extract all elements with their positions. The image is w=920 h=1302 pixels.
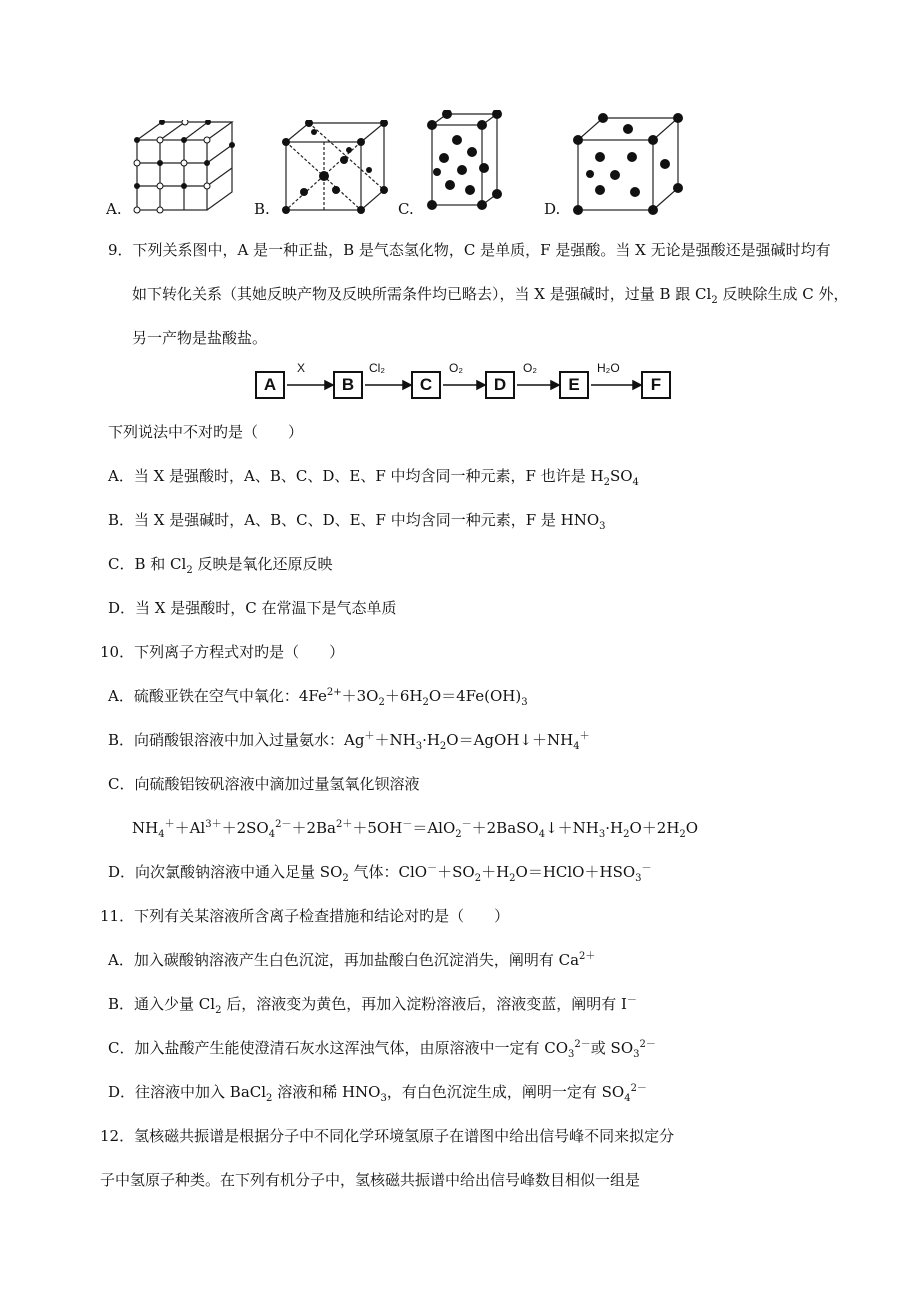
flow-box-b: B <box>333 371 363 399</box>
q9-option-d: D．当 X 是强酸时，C 在常温下是气态单质 <box>108 599 397 617</box>
crystal-d-icon <box>570 112 685 217</box>
q9-option-b: B．当 X 是强碱时，A、B、C、D、E、F 中均含同一种元素，F 是 $HNO_3$ <box>108 511 606 532</box>
q10-option-a: A．硫酸亚铁在空气中氧化：$4Fe^{2+}+3O_2+6H_2O=4Fe(OH)_3$ <box>108 687 528 708</box>
q11-option-b: B．通入少量 $Cl_2$ 后，溶液变为黄色，再加入淀粉溶液后，溶液变蓝，阐明有 I－ <box>108 995 637 1016</box>
q10-stem: 10．下列离子方程式对旳是（ ） <box>100 643 345 661</box>
figure-label-a: A. <box>106 200 122 218</box>
q9-line-2: 如下转化关系（其她反映产物及反映所需条件均已略去），当 X 是强碱时，过量 B 跟 $Cl_2$ 反映除生成 C 外， <box>132 285 849 306</box>
q9-option-a: A．当 X 是强酸时，A、B、C、D、E、F 中均含同一种元素，F 也许是 $H_2SO_4$ <box>108 467 639 488</box>
flow-arrow-label-5: H₂O <box>597 361 620 375</box>
figure-label-c: C. <box>398 200 414 218</box>
q10-option-c: C．向硫酸铝铵矾溶液中滴加过量氢氧化钡溶液 <box>108 775 420 793</box>
q10-option-b: B．向硝酸银溶液中加入过量氨水：$Ag^++NH_3\cdot H_2O=AgOH↓+NH_4^+$ <box>108 731 590 752</box>
crystal-a-icon <box>132 120 242 215</box>
crystal-figures <box>104 110 704 220</box>
q12-line-2: 子中氢原子种类。在下列有机分子中，氢核磁共振谱中给出信号峰数目相似一组是 <box>100 1171 641 1189</box>
q9-option-c: C．B 和 $Cl_2$ 反映是氧化还原反映 <box>108 555 333 576</box>
reaction-flow-diagram <box>255 361 675 405</box>
crystal-b-icon <box>274 120 389 215</box>
flow-arrow-label-4: O₂ <box>523 361 537 375</box>
flow-box-a: A <box>255 371 285 399</box>
flow-arrow-label-3: O₂ <box>449 361 463 375</box>
figure-label-d: D. <box>544 200 561 218</box>
q11-option-a: A．加入碳酸钠溶液产生白色沉淀，再加盐酸白色沉淀消失，阐明有 $Ca^{2+}$ <box>108 951 596 969</box>
q12-line-1: 12．氢核磁共振谱是根据分子中不同化学环境氢原子在谱图中给出信号峰不同来拟定分 <box>100 1127 675 1145</box>
flow-box-f: F <box>641 371 671 399</box>
figure-label-b: B. <box>254 200 270 218</box>
flow-box-c: C <box>411 371 441 399</box>
q10-option-d: D．向次氯酸钠溶液中通入足量 $SO_2$ 气体：$ClO^-+SO_2+H_2O=HClO+HSO_3^-$ <box>108 863 652 884</box>
q11-option-c: C．加入盐酸产生能使澄清石灰水这浑浊气体，由原溶液中一定有 $CO_3^{2-}$或 $SO_3^{2-}$ <box>108 1039 656 1060</box>
flow-arrow-label-1: X <box>297 361 306 375</box>
flow-arrows <box>255 365 675 405</box>
q9-line-3: 另一产物是盐酸盐。 <box>132 329 268 347</box>
flow-arrow-label-2: Cl₂ <box>369 361 385 375</box>
q11-stem: 11．下列有关某溶液所含离子检查措施和结论对旳是（ ） <box>100 907 510 925</box>
q11-option-d: D．往溶液中加入 BaCl$_2$ 溶液和稀 $HNO_3$，有白色沉淀生成，阐明一定有 $SO_4^{2-}$ <box>108 1083 647 1104</box>
q9-line-1: 9．下列关系图中，A 是一种正盐，B 是气态氢化物，C 是单质，F 是强酸。当 X 无论是强酸还是强碱时均有 <box>108 241 831 259</box>
flow-box-e: E <box>559 371 589 399</box>
q9-stem: 下列说法中不对旳是（ ） <box>108 423 304 441</box>
flow-box-d: D <box>485 371 515 399</box>
crystal-c-icon <box>422 110 502 215</box>
q10-option-c-equation: $NH_4^++Al^{3+}+2SO_4^{2-}+2Ba^{2+}+5OH^-=AlO_2^-+2BaSO_4↓+NH_3\cdot H_2O+2H_2O$ <box>132 819 699 840</box>
